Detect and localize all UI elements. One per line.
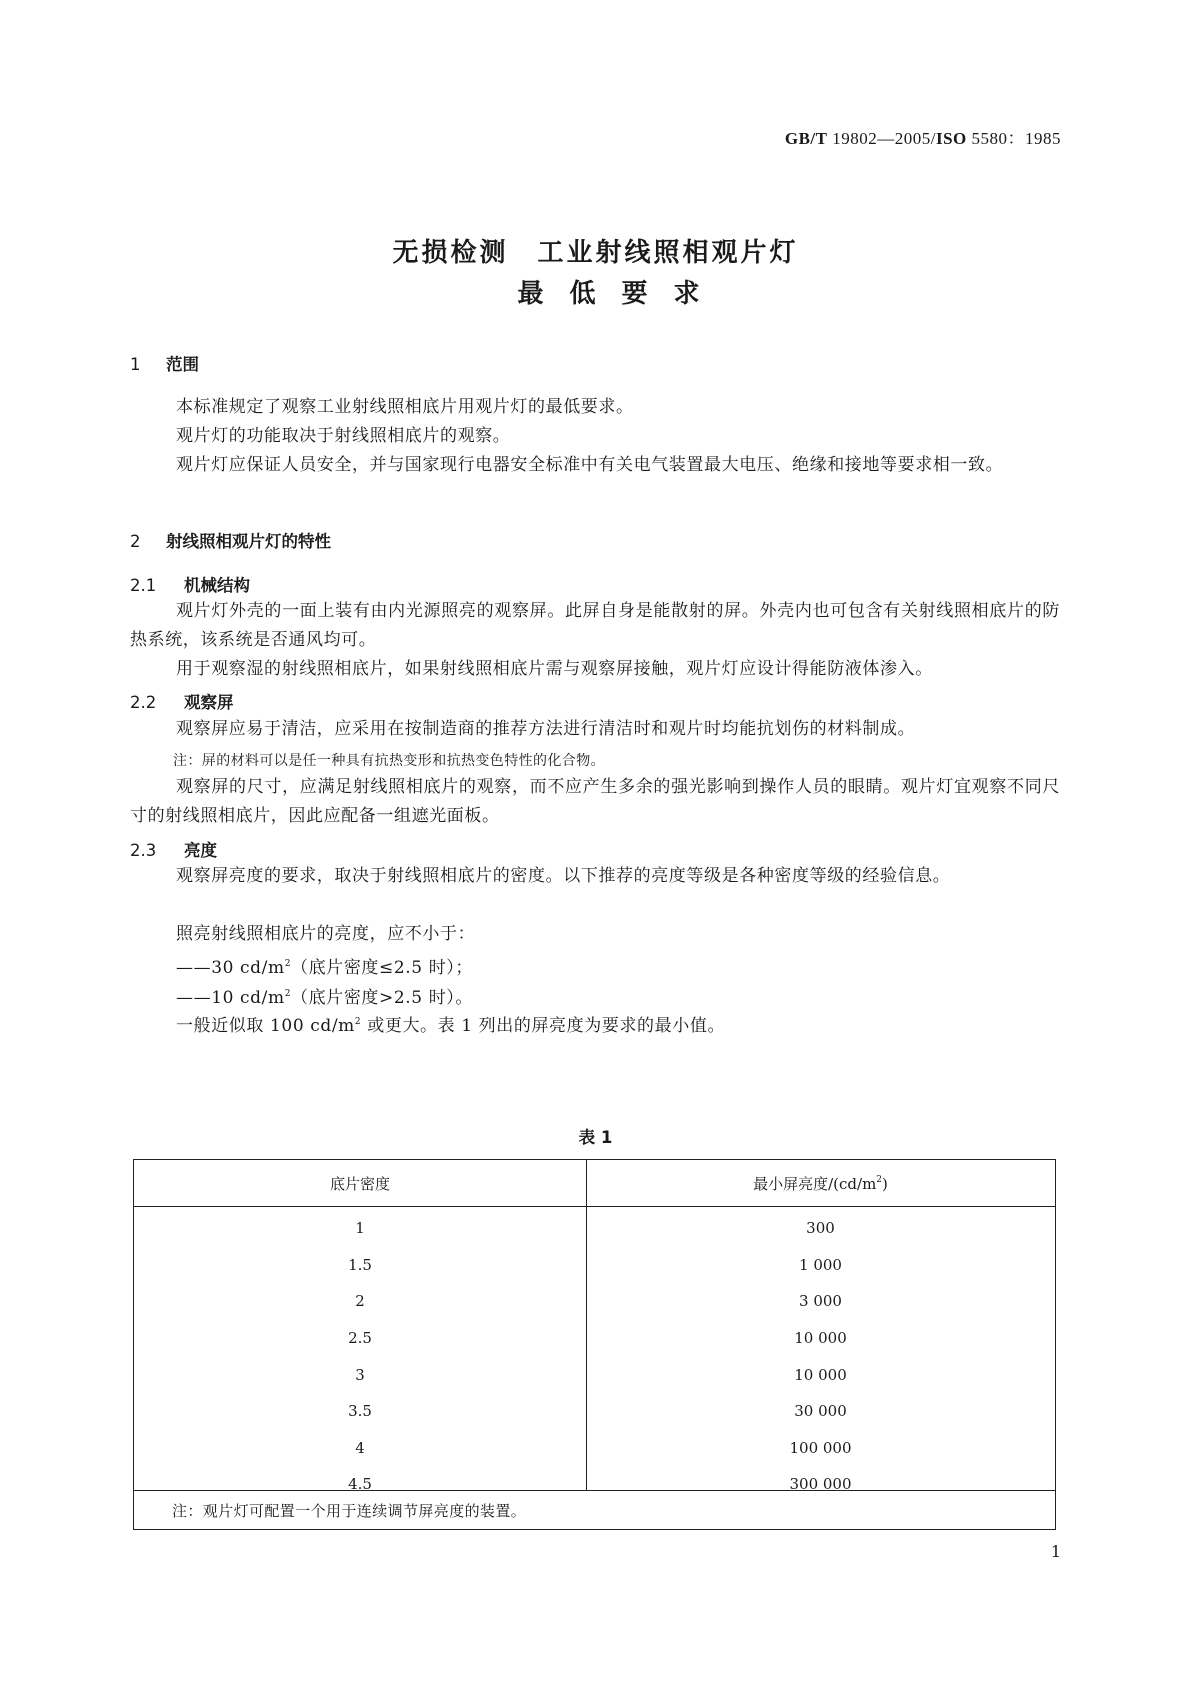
table-header [134, 1160, 1055, 1207]
table-row: 3 10 000 [355, 1366, 847, 1384]
section-number: 2.3 [130, 841, 157, 860]
paragraph: 观片灯应保证人员安全，并与国家现行电器安全标准中有关电气装置最大电压、绝缘和接地等要求相一致。 [176, 455, 1004, 475]
section-title: 亮度 [184, 841, 217, 860]
section-2-heading [130, 528, 331, 552]
paragraph: 观察屏亮度的要求，取决于射线照相底片的密度。以下推荐的亮度等级是各种密度等级的经验信息。 [176, 866, 951, 886]
table-row: 1 300 [355, 1219, 835, 1237]
table-note: 注：观片灯可配置一个用于连续调节屏亮度的装置。 [134, 1490, 1055, 1530]
section-number: 2.1 [130, 576, 157, 595]
luminance-table [133, 1159, 1056, 1530]
paragraph: 用于观察湿的射线照相底片，如果射线照相底片需与观察屏接触，观片灯应设计得能防液体渗入。 [176, 659, 933, 679]
iso-code: ISO [935, 129, 967, 148]
table-row: 2.5 10 000 [348, 1329, 847, 1347]
document-subtitle: 最低要求 [517, 279, 726, 309]
page-number: 1 [1050, 1542, 1061, 1561]
std-number: 19802—2005/ [832, 129, 936, 148]
std-code: GB/T [784, 129, 828, 148]
paragraph: 观察屏应易于清洁，应采用在按制造商的推荐方法进行清洁时和观片时均能抗划伤的材料制成。 [176, 719, 916, 739]
table-row: 4.5 300 000 [348, 1475, 852, 1493]
list-item: ——10 $cd/m^2$（底片密度>2.5 时）。 [176, 988, 473, 1008]
section-title: 机械结构 [184, 576, 250, 595]
table-row: 2 3 000 [355, 1292, 842, 1310]
paragraph: 照亮射线照相底片的亮度，应不小于： [176, 924, 476, 944]
table-row: 4 100 000 [355, 1439, 852, 1457]
paragraph: 观片灯外壳的一面上装有由内光源照亮的观察屏。此屏自身是能散射的屏。外壳内也可包含有关射线照相底片的防热系统，该系统是否通风均可。 [130, 601, 1060, 650]
list-item: ——30 $cd/m^2$（底片密度≤2.5 时）； [176, 958, 473, 978]
iso-number: 5580：1985 [971, 129, 1061, 148]
section-title: 范围 [166, 355, 199, 374]
section-2-1-heading [130, 572, 250, 596]
table-row: 1.5 1 000 [348, 1256, 842, 1274]
section-2-3-heading [130, 837, 217, 861]
table-row: 3.5 30 000 [348, 1402, 847, 1420]
section-2-2-heading [130, 689, 234, 713]
paragraph: 观片灯的功能取决于射线照相底片的观察。 [176, 426, 511, 446]
column-header: 最小屏亮度$/(cd/m^2)$ [753, 1175, 888, 1193]
paragraph: 本标准规定了观察工业射线照相底片用观片灯的最低要求。 [176, 397, 634, 417]
document-title: 无损检测 工业射线照相观片灯 [392, 238, 799, 268]
standard-number-header [785, 124, 1061, 149]
section-number: 1 [130, 355, 141, 374]
section-1-heading [130, 351, 199, 375]
paragraph: 观察屏的尺寸，应满足射线照相底片的观察，而不应产生多余的强光影响到操作人员的眼睛。观片灯宜观察不同尺寸的射线照相底片，因此应配备一组遮光面板。 [130, 777, 1060, 826]
section-title: 观察屏 [184, 693, 234, 712]
column-header: 底片密度 [329, 1175, 390, 1193]
section-title: 射线照相观片灯的特性 [166, 532, 331, 551]
section-number: 2.2 [130, 693, 157, 712]
section-number: 2 [130, 532, 141, 551]
note: 注：屏的材料可以是任一种具有抗热变形和抗热变色特性的化合物。 [173, 753, 605, 769]
paragraph: 一般近似取 100 $cd/m^2$ 或更大。表 1 列出的屏亮度为要求的最小值。 [176, 1016, 726, 1036]
table-caption: 表 1 [578, 1128, 613, 1147]
